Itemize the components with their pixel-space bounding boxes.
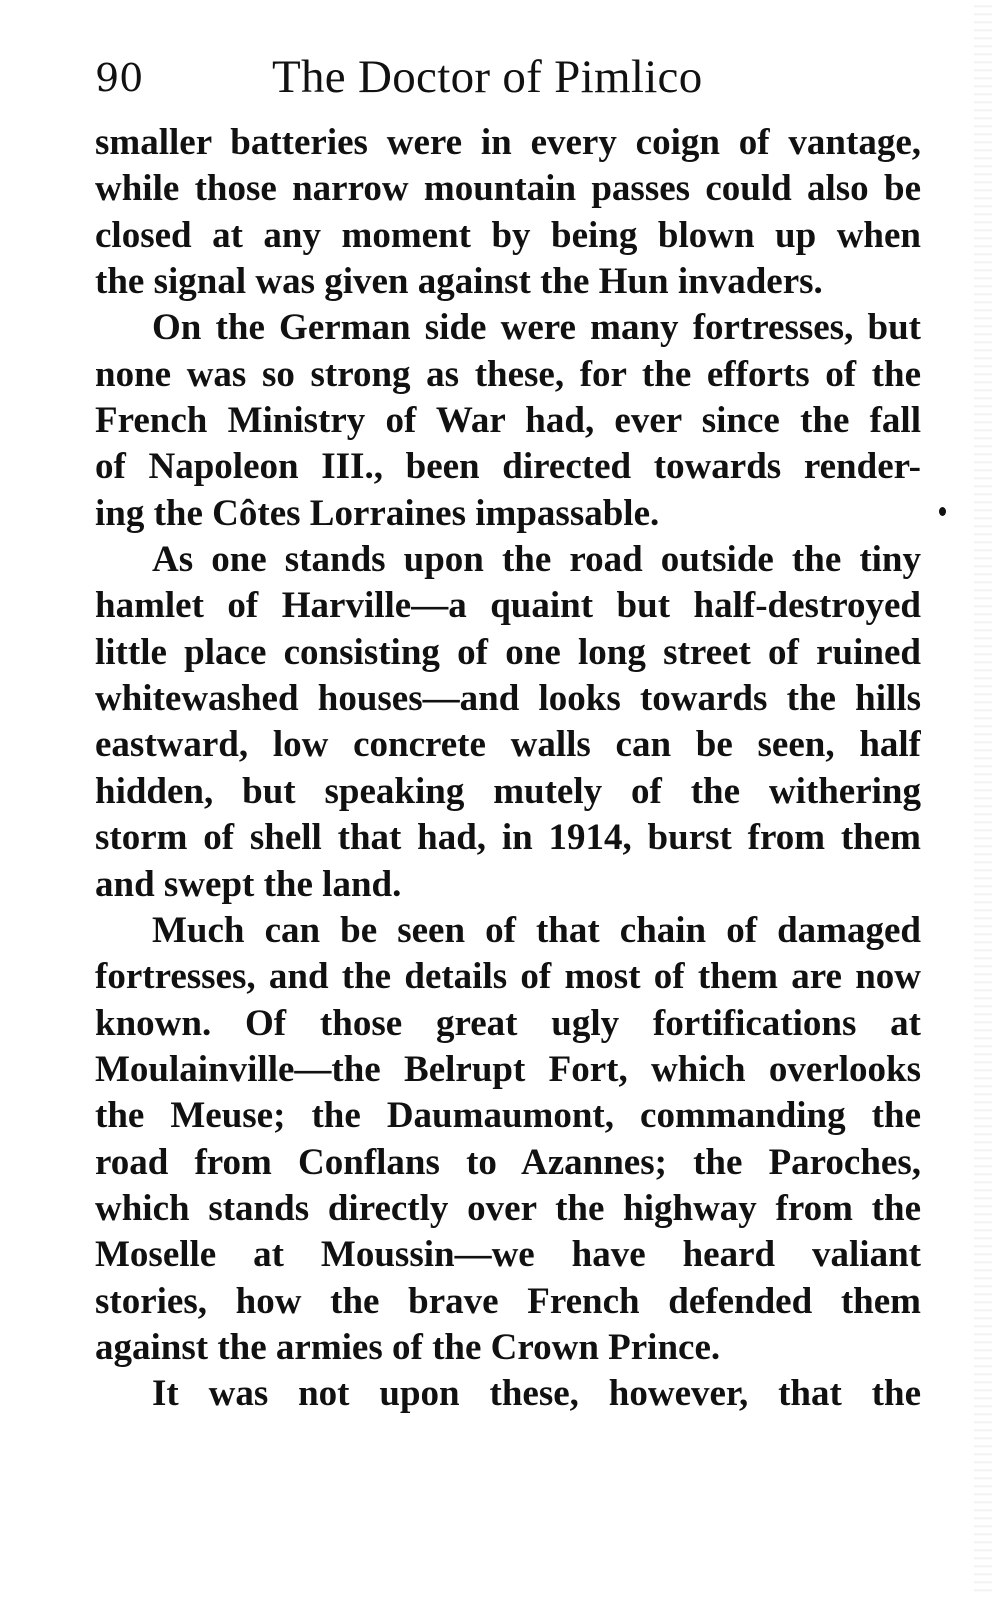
text-line: hamlet of Harville—a quaint but half-destroyed	[95, 585, 921, 627]
text-line: known. Of those great ugly fortifications at	[95, 1002, 921, 1044]
text-line: road from Conflans to Azannes; the Paroches,	[95, 1141, 921, 1183]
text-line: French Ministry of War had, ever since the fall	[95, 400, 921, 442]
text-line: little place consisting of one long street of ruined	[95, 631, 921, 673]
page-header	[95, 50, 935, 110]
text-line: ing the Côtes Lorraines impassable.	[95, 492, 660, 534]
text-line: and swept the land.	[95, 863, 402, 905]
text-line: As one stands upon the road outside the tiny	[152, 539, 921, 581]
text-line: Moulainville—the Belrupt Fort, which overlooks	[95, 1048, 921, 1090]
text-line: smaller batteries were in every coign of vantage,	[95, 122, 921, 163]
text-line: Much can be seen of that chain of damaged	[152, 909, 921, 951]
running-title: The Doctor of Pimlico	[272, 51, 703, 103]
text-line: storm of shell that had, in 1914, burst from them	[95, 817, 921, 859]
text-line: It was not upon these, however, that the	[152, 1373, 921, 1415]
body-text	[95, 120, 921, 1418]
text-line: none was so strong as these, for the efforts of the	[95, 353, 921, 395]
text-line: fortresses, and the details of most of them are now	[95, 956, 921, 998]
text-line: eastward, low concrete walls can be seen, half	[95, 724, 921, 766]
text-line: stories, how the brave French defended them	[95, 1280, 921, 1322]
text-line: the signal was given against the Hun invaders.	[95, 261, 823, 303]
text-line: the Meuse; the Daumaumont, commanding the	[95, 1095, 921, 1137]
text-line: Moselle at Moussin—we have heard valiant	[95, 1234, 921, 1276]
text-line: of Napoleon III., been directed towards render-	[95, 446, 921, 488]
text-line: against the armies of the Crown Prince.	[95, 1326, 721, 1368]
scan-edge-noise	[974, 0, 992, 1597]
text-line: hidden, but speaking mutely of the withering	[95, 770, 921, 812]
text-line: On the German side were many fortresses, but	[152, 307, 921, 349]
page-number: 90	[95, 56, 144, 100]
scan-speck	[939, 507, 946, 516]
text-line: whitewashed houses—and looks towards the hills	[95, 678, 921, 720]
text-line: closed at any moment by being blown up when	[95, 214, 921, 256]
text-line: while those narrow mountain passes could also be	[95, 168, 921, 210]
text-line: which stands directly over the highway from the	[95, 1187, 921, 1229]
